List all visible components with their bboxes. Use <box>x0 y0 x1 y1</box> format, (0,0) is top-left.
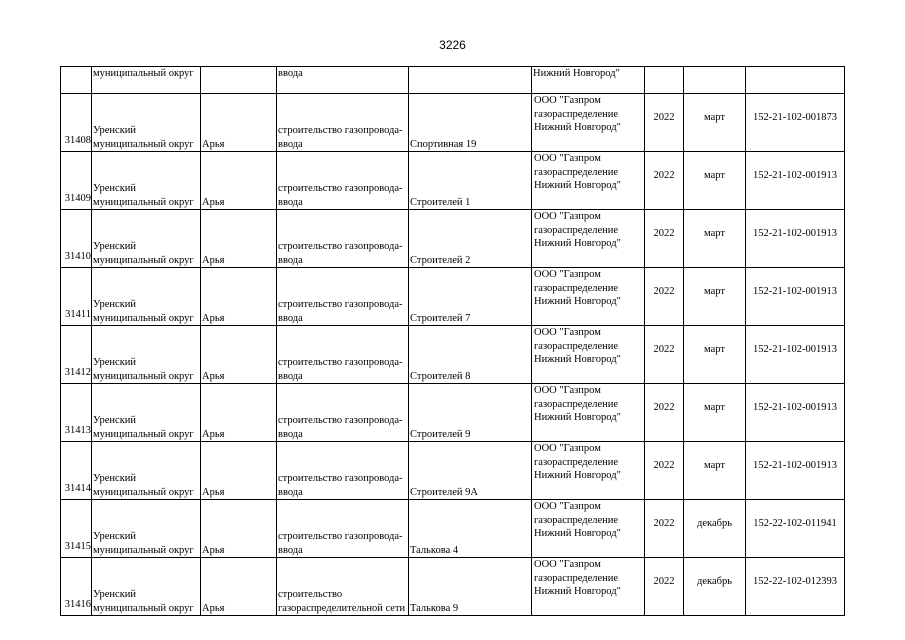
page-number: 3226 <box>439 38 466 52</box>
settlement-cell: Арья <box>201 94 277 152</box>
month-cell: март <box>684 384 746 442</box>
row-number-cell: 31414 <box>61 442 92 500</box>
settlement-cell: Арья <box>201 558 277 616</box>
district-cell: Уренский муниципальный округ <box>92 210 201 268</box>
work-cell: строительство газопровода- ввода <box>277 326 409 384</box>
organization-cell: ООО "Газпром газораспределение Нижний Новгород" <box>532 384 645 442</box>
table-row <box>61 558 845 616</box>
year-cell: 2022 <box>645 500 684 558</box>
work-cell: строительство газораспределительной сети <box>277 558 409 616</box>
year-cell: 2022 <box>645 152 684 210</box>
district-cell: Уренский муниципальный округ <box>92 558 201 616</box>
year-cell: 2022 <box>645 326 684 384</box>
settlement-cell: Арья <box>201 152 277 210</box>
district-cell: Уренский муниципальный округ <box>92 442 201 500</box>
district-cell: Уренский муниципальный округ <box>92 268 201 326</box>
code-cell: 152-21-102-001913 <box>746 152 845 210</box>
row-number-cell: 31413 <box>61 384 92 442</box>
month-cell: декабрь <box>684 558 746 616</box>
code-cell: 152-22-102-011941 <box>746 500 845 558</box>
work-cell: строительство газопровода- ввода <box>277 210 409 268</box>
work-cell: строительство газопровода- ввода <box>277 152 409 210</box>
settlement-cell: Арья <box>201 500 277 558</box>
address-cell: Спортивная 19 <box>409 94 532 152</box>
year-cell: 2022 <box>645 442 684 500</box>
month-cell: март <box>684 268 746 326</box>
code-cell: 152-21-102-001913 <box>746 326 845 384</box>
district-cell: Уренский муниципальный округ <box>92 94 201 152</box>
row-number-cell: 31409 <box>61 152 92 210</box>
table-row <box>61 268 845 326</box>
table-row <box>61 94 845 152</box>
row-number-cell: 31412 <box>61 326 92 384</box>
code-cell: 152-21-102-001873 <box>746 94 845 152</box>
address-cell: Строителей 8 <box>409 326 532 384</box>
year-cell: 2022 <box>645 268 684 326</box>
code-cell: 152-21-102-001913 <box>746 384 845 442</box>
row-number-cell: 31408 <box>61 94 92 152</box>
table-body <box>61 67 845 616</box>
month-cell: март <box>684 326 746 384</box>
district-cell: Уренский муниципальный округ <box>92 152 201 210</box>
work-cell: строительство газопровода- ввода <box>277 268 409 326</box>
code-cell: 152-21-102-001913 <box>746 210 845 268</box>
address-cell: Строителей 7 <box>409 268 532 326</box>
table-row <box>61 442 845 500</box>
table-row <box>61 152 845 210</box>
work-cell: строительство газопровода- ввода <box>277 94 409 152</box>
row-number-cell: 31415 <box>61 500 92 558</box>
month-cell: март <box>684 210 746 268</box>
settlement-cell: Арья <box>201 384 277 442</box>
table-row <box>61 384 845 442</box>
month-cell <box>684 67 746 94</box>
row-number-cell <box>61 67 92 94</box>
organization-cell: ООО "Газпром газораспределение Нижний Новгород" <box>532 152 645 210</box>
gasification-table <box>60 66 845 616</box>
code-cell: 152-21-102-001913 <box>746 442 845 500</box>
row-number-cell: 31410 <box>61 210 92 268</box>
address-cell: Талькова 9 <box>409 558 532 616</box>
organization-cell: ООО "Газпром газораспределение Нижний Новгород" <box>532 268 645 326</box>
table-row-partial <box>61 67 845 94</box>
table-row <box>61 500 845 558</box>
code-cell: 152-22-102-012393 <box>746 558 845 616</box>
year-cell: 2022 <box>645 94 684 152</box>
work-cell: строительство газопровода- ввода <box>277 384 409 442</box>
year-cell: 2022 <box>645 558 684 616</box>
settlement-cell: Арья <box>201 326 277 384</box>
year-cell <box>645 67 684 94</box>
organization-cell: ООО "Газпром газораспределение Нижний Новгород" <box>532 94 645 152</box>
organization-cell: ООО "Газпром газораспределение Нижний Новгород" <box>532 442 645 500</box>
organization-cell: ООО "Газпром газораспределение Нижний Новгород" <box>532 210 645 268</box>
address-cell <box>409 67 532 94</box>
address-cell: Строителей 9 <box>409 384 532 442</box>
settlement-cell: Арья <box>201 210 277 268</box>
address-cell: Строителей 1 <box>409 152 532 210</box>
organization-cell: ООО "Газпром газораспределение Нижний Новгород" <box>532 500 645 558</box>
address-cell: Строителей 9А <box>409 442 532 500</box>
settlement-cell: Арья <box>201 268 277 326</box>
year-cell: 2022 <box>645 210 684 268</box>
month-cell: декабрь <box>684 500 746 558</box>
district-cell: Уренский муниципальный округ <box>92 384 201 442</box>
code-cell <box>746 67 845 94</box>
district-cell: Уренский муниципальный округ <box>92 500 201 558</box>
work-cell: строительство газопровода- ввода <box>277 500 409 558</box>
code-cell: 152-21-102-001913 <box>746 268 845 326</box>
month-cell: март <box>684 94 746 152</box>
row-number-cell: 31411 <box>61 268 92 326</box>
district-cell: Уренский муниципальный округ <box>92 326 201 384</box>
month-cell: март <box>684 442 746 500</box>
row-number-cell: 31416 <box>61 558 92 616</box>
work-cell: строительство газопровода- ввода <box>277 442 409 500</box>
organization-cell: ООО "Газпром газораспределение Нижний Новгород" <box>532 326 645 384</box>
settlement-cell <box>201 67 277 94</box>
work-cell: ввода <box>277 67 409 94</box>
district-cell: муниципальный округ <box>92 67 201 94</box>
address-cell: Талькова 4 <box>409 500 532 558</box>
settlement-cell: Арья <box>201 442 277 500</box>
address-cell: Строителей 2 <box>409 210 532 268</box>
year-cell: 2022 <box>645 384 684 442</box>
organization-cell: ООО "Газпром газораспределение Нижний Новгород" <box>532 558 645 616</box>
organization-cell: Нижний Новгород" <box>532 67 645 94</box>
table-row <box>61 326 845 384</box>
month-cell: март <box>684 152 746 210</box>
table-row <box>61 210 845 268</box>
